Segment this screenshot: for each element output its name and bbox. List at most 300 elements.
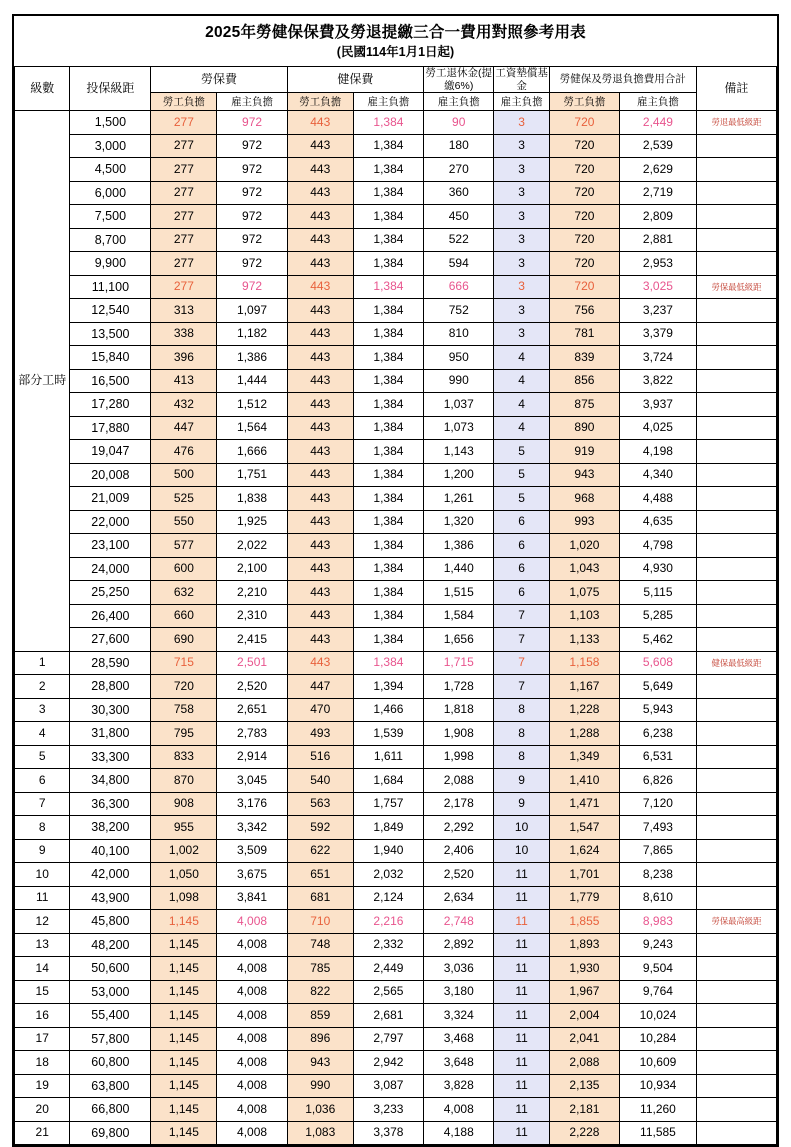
cell-salary-bracket: 66,800 [70,1098,151,1122]
cell-total-employer: 5,943 [620,698,697,722]
cell-salary-bracket: 28,800 [70,675,151,699]
cell-labor-insurance-employer: 2,520 [217,675,287,699]
cell-total-employer: 5,649 [620,675,697,699]
cell-labor-insurance-employee: 1,145 [151,933,217,957]
cell-wage-arrears-fund: 11 [494,1027,549,1051]
cell-labor-insurance-employee: 413 [151,369,217,393]
cell-remark [696,980,776,1004]
cell-remark [696,1074,776,1098]
cell-health-insurance-employer: 2,332 [353,933,423,957]
cell-remark [696,1121,776,1145]
cell-total-employee: 839 [549,346,619,370]
table-title [15,16,777,67]
cell-health-insurance-employee: 516 [287,745,353,769]
cell-total-employer: 10,609 [620,1051,697,1075]
cell-total-employer: 4,635 [620,510,697,534]
cell-labor-pension: 1,440 [424,557,494,581]
cell-level: 5 [15,745,70,769]
cell-health-insurance-employer: 1,384 [353,581,423,605]
cell-labor-insurance-employee: 720 [151,675,217,699]
table-row [15,722,777,746]
cell-health-insurance-employee: 443 [287,134,353,158]
subheader-fund-employer: 雇主負擔 [494,93,549,111]
cell-health-insurance-employee: 1,036 [287,1098,353,1122]
cell-labor-insurance-employer: 1,386 [217,346,287,370]
cell-total-employer: 8,238 [620,863,697,887]
cell-total-employee: 1,624 [549,839,619,863]
cell-labor-insurance-employer: 972 [217,111,287,135]
cell-remark [696,346,776,370]
cell-labor-pension: 3,828 [424,1074,494,1098]
table-row [15,158,777,182]
cell-labor-insurance-employee: 870 [151,769,217,793]
cell-wage-arrears-fund: 11 [494,910,549,934]
cell-labor-insurance-employee: 758 [151,698,217,722]
cell-health-insurance-employee: 859 [287,1004,353,1028]
title-line-1: 2025年勞健保保費及勞退提繳三合一費用對照參考用表 [205,24,586,41]
cell-total-employee: 943 [549,463,619,487]
cell-wage-arrears-fund: 3 [494,299,549,323]
cell-labor-insurance-employee: 955 [151,816,217,840]
cell-health-insurance-employee: 443 [287,463,353,487]
cell-labor-insurance-employee: 1,145 [151,980,217,1004]
cell-labor-insurance-employer: 4,008 [217,1027,287,1051]
cell-health-insurance-employee: 1,083 [287,1121,353,1145]
cell-wage-arrears-fund: 11 [494,1004,549,1028]
cell-labor-insurance-employer: 4,008 [217,933,287,957]
cell-labor-pension: 594 [424,252,494,276]
cell-total-employer: 5,462 [620,628,697,652]
cell-total-employer: 3,025 [620,275,697,299]
cell-salary-bracket: 27,600 [70,628,151,652]
cell-health-insurance-employer: 1,384 [353,416,423,440]
cell-salary-bracket: 12,540 [70,299,151,323]
cell-remark [696,628,776,652]
header-health-insurance: 健保費 [287,67,423,93]
cell-total-employer: 8,610 [620,886,697,910]
cell-wage-arrears-fund: 10 [494,816,549,840]
cell-labor-insurance-employee: 600 [151,557,217,581]
cell-wage-arrears-fund: 7 [494,604,549,628]
cell-total-employer: 7,493 [620,816,697,840]
table-row [15,205,777,229]
cell-wage-arrears-fund: 8 [494,698,549,722]
cell-labor-insurance-employee: 277 [151,228,217,252]
cell-health-insurance-employee: 443 [287,628,353,652]
subheader-total-employee: 勞工負擔 [549,93,619,111]
cell-labor-insurance-employer: 4,008 [217,1051,287,1075]
cell-total-employer: 3,937 [620,393,697,417]
cell-labor-pension: 1,715 [424,651,494,675]
cell-level: 1 [15,651,70,675]
cell-wage-arrears-fund: 3 [494,228,549,252]
cell-total-employee: 2,228 [549,1121,619,1145]
cell-labor-insurance-employee: 660 [151,604,217,628]
cell-wage-arrears-fund: 11 [494,863,549,887]
cell-labor-pension: 810 [424,322,494,346]
cell-remark [696,534,776,558]
cell-labor-pension: 90 [424,111,494,135]
cell-remark [696,393,776,417]
cell-health-insurance-employer: 1,384 [353,463,423,487]
cell-remark [696,557,776,581]
cell-health-insurance-employee: 896 [287,1027,353,1051]
cell-total-employer: 11,260 [620,1098,697,1122]
cell-health-insurance-employer: 1,384 [353,275,423,299]
cell-health-insurance-employer: 1,384 [353,181,423,205]
cell-labor-insurance-employer: 4,008 [217,980,287,1004]
cell-remark [696,745,776,769]
cell-wage-arrears-fund: 4 [494,369,549,393]
cell-salary-bracket: 16,500 [70,369,151,393]
cell-wage-arrears-fund: 8 [494,745,549,769]
cell-total-employee: 968 [549,487,619,511]
cell-level: 13 [15,933,70,957]
table-row [15,487,777,511]
cell-salary-bracket: 36,300 [70,792,151,816]
cell-total-employee: 1,075 [549,581,619,605]
table-row [15,651,777,675]
cell-health-insurance-employer: 2,124 [353,886,423,910]
cell-labor-insurance-employer: 3,342 [217,816,287,840]
cell-labor-insurance-employer: 4,008 [217,1098,287,1122]
cell-total-employee: 993 [549,510,619,534]
cell-labor-insurance-employee: 277 [151,205,217,229]
cell-labor-pension: 2,406 [424,839,494,863]
cell-labor-insurance-employee: 277 [151,181,217,205]
cell-health-insurance-employee: 443 [287,510,353,534]
cell-remark [696,604,776,628]
cell-salary-bracket: 57,800 [70,1027,151,1051]
cell-total-employee: 1,930 [549,957,619,981]
cell-labor-insurance-employee: 277 [151,111,217,135]
cell-labor-insurance-employee: 795 [151,722,217,746]
subheader-hi-employee: 勞工負擔 [287,93,353,111]
cell-total-employee: 720 [549,111,619,135]
cell-total-employee: 1,158 [549,651,619,675]
cell-labor-insurance-employee: 632 [151,581,217,605]
cell-level: 4 [15,722,70,746]
cell-remark [696,322,776,346]
cell-total-employer: 7,120 [620,792,697,816]
cell-health-insurance-employer: 1,384 [353,651,423,675]
cell-labor-insurance-employer: 972 [217,228,287,252]
cell-total-employee: 1,103 [549,604,619,628]
cell-labor-pension: 1,261 [424,487,494,511]
table-row [15,181,777,205]
cell-level: 17 [15,1027,70,1051]
cell-total-employer: 2,953 [620,252,697,276]
table-row [15,957,777,981]
cell-total-employer: 6,531 [620,745,697,769]
cell-health-insurance-employer: 2,681 [353,1004,423,1028]
cell-health-insurance-employee: 651 [287,863,353,887]
header-labor-pension: 勞工退休金(提繳6%) [425,67,492,92]
cell-level: 12 [15,910,70,934]
cell-total-employee: 720 [549,158,619,182]
cell-salary-bracket: 42,000 [70,863,151,887]
cell-health-insurance-employee: 943 [287,1051,353,1075]
cell-salary-bracket: 48,200 [70,933,151,957]
cell-total-employee: 781 [549,322,619,346]
cell-wage-arrears-fund: 6 [494,510,549,534]
header-salary-bracket: 投保級距 [70,67,151,111]
cell-total-employer: 2,809 [620,205,697,229]
cell-salary-bracket: 11,100 [70,275,151,299]
header-wage-fund: 工資墊償基金 [495,67,548,92]
cell-labor-insurance-employer: 1,444 [217,369,287,393]
cell-total-employee: 1,020 [549,534,619,558]
cell-salary-bracket: 21,009 [70,487,151,511]
cell-labor-pension: 2,520 [424,863,494,887]
cell-salary-bracket: 3,000 [70,134,151,158]
cell-labor-insurance-employee: 1,145 [151,1074,217,1098]
cell-health-insurance-employee: 443 [287,557,353,581]
cell-health-insurance-employer: 1,384 [353,534,423,558]
cell-health-insurance-employer: 1,684 [353,769,423,793]
cell-labor-insurance-employer: 4,008 [217,957,287,981]
cell-labor-insurance-employee: 476 [151,440,217,464]
cell-total-employee: 2,041 [549,1027,619,1051]
cell-health-insurance-employer: 3,378 [353,1121,423,1145]
cell-health-insurance-employer: 1,384 [353,487,423,511]
cell-health-insurance-employee: 443 [287,158,353,182]
cell-total-employee: 1,701 [549,863,619,887]
cell-salary-bracket: 45,800 [70,910,151,934]
table-row [15,745,777,769]
cell-total-employer: 4,025 [620,416,697,440]
cell-wage-arrears-fund: 3 [494,134,549,158]
cell-total-employer: 4,198 [620,440,697,464]
cell-wage-arrears-fund: 7 [494,628,549,652]
cell-labor-insurance-employer: 2,783 [217,722,287,746]
cell-labor-insurance-employer: 1,564 [217,416,287,440]
cell-level: 6 [15,769,70,793]
cell-health-insurance-employer: 1,384 [353,299,423,323]
cell-level: 9 [15,839,70,863]
cell-remark [696,769,776,793]
cell-labor-insurance-employee: 908 [151,792,217,816]
cell-total-employer: 2,539 [620,134,697,158]
cell-salary-bracket: 17,280 [70,393,151,417]
cell-health-insurance-employer: 1,384 [353,628,423,652]
cell-health-insurance-employee: 443 [287,393,353,417]
cell-labor-pension: 2,892 [424,933,494,957]
table-row [15,299,777,323]
cell-labor-pension: 3,180 [424,980,494,1004]
table-row [15,346,777,370]
cell-labor-insurance-employer: 2,415 [217,628,287,652]
table-frame [12,14,779,1147]
cell-labor-insurance-employee: 1,145 [151,1004,217,1028]
cell-labor-pension: 1,818 [424,698,494,722]
cell-labor-insurance-employee: 525 [151,487,217,511]
cell-labor-insurance-employee: 1,002 [151,839,217,863]
cell-total-employer: 2,719 [620,181,697,205]
cell-remark [696,1098,776,1122]
cell-total-employee: 919 [549,440,619,464]
remark-note: 勞保最低級距 [711,281,762,292]
cell-labor-insurance-employee: 1,145 [151,1051,217,1075]
cell-labor-insurance-employer: 3,675 [217,863,287,887]
cell-wage-arrears-fund: 3 [494,205,549,229]
cell-labor-insurance-employee: 1,098 [151,886,217,910]
table-row [15,769,777,793]
cell-labor-insurance-employer: 972 [217,181,287,205]
title-line-2: (民國114年1月1日起) [336,44,455,59]
cell-labor-insurance-employer: 972 [217,134,287,158]
cell-total-employee: 720 [549,205,619,229]
cell-level: 20 [15,1098,70,1122]
cell-labor-insurance-employee: 550 [151,510,217,534]
cell-total-employer: 11,585 [620,1121,697,1145]
cell-remark [696,792,776,816]
cell-total-employer: 10,934 [620,1074,697,1098]
cell-wage-arrears-fund: 9 [494,792,549,816]
header-total: 勞健保及勞退負擔費用合計 [549,67,696,93]
cell-total-employee: 1,547 [549,816,619,840]
cell-wage-arrears-fund: 4 [494,346,549,370]
cell-labor-insurance-employee: 277 [151,252,217,276]
cell-labor-insurance-employee: 1,145 [151,1121,217,1145]
cell-health-insurance-employer: 1,384 [353,228,423,252]
table-row [15,933,777,957]
cell-health-insurance-employee: 748 [287,933,353,957]
cell-health-insurance-employee: 681 [287,886,353,910]
cell-labor-pension: 1,515 [424,581,494,605]
cell-health-insurance-employee: 443 [287,299,353,323]
remark-note: 勞保最高級距 [711,916,762,927]
cell-wage-arrears-fund: 10 [494,839,549,863]
cell-labor-insurance-employer: 1,097 [217,299,287,323]
cell-health-insurance-employer: 1,539 [353,722,423,746]
cell-total-employer: 9,764 [620,980,697,1004]
cell-health-insurance-employee: 785 [287,957,353,981]
cell-wage-arrears-fund: 6 [494,581,549,605]
cell-salary-bracket: 6,000 [70,181,151,205]
cell-labor-insurance-employee: 338 [151,322,217,346]
cell-total-employee: 2,181 [549,1098,619,1122]
cell-health-insurance-employer: 2,565 [353,980,423,1004]
cell-labor-pension: 752 [424,299,494,323]
cell-labor-insurance-employer: 1,925 [217,510,287,534]
table-row [15,816,777,840]
cell-labor-insurance-employee: 1,145 [151,1027,217,1051]
cell-health-insurance-employer: 2,216 [353,910,423,934]
cell-labor-insurance-employee: 277 [151,275,217,299]
cell-remark [696,181,776,205]
cell-labor-pension: 1,200 [424,463,494,487]
cell-labor-insurance-employee: 1,050 [151,863,217,887]
cell-remark [696,1027,776,1051]
cell-total-employer: 5,285 [620,604,697,628]
cell-labor-insurance-employer: 2,501 [217,651,287,675]
cell-labor-insurance-employee: 1,145 [151,910,217,934]
cell-labor-pension: 1,037 [424,393,494,417]
cell-health-insurance-employer: 1,384 [353,205,423,229]
cell-level: 2 [15,675,70,699]
cell-total-employer: 2,449 [620,111,697,135]
cell-total-employee: 1,779 [549,886,619,910]
cell-labor-pension: 950 [424,346,494,370]
table-row [15,111,777,135]
cell-health-insurance-employer: 1,384 [353,111,423,135]
cell-labor-pension: 1,584 [424,604,494,628]
table-row [15,134,777,158]
cell-total-employer: 7,865 [620,839,697,863]
cell-labor-pension: 4,188 [424,1121,494,1145]
cell-level: 16 [15,1004,70,1028]
cell-health-insurance-employee: 470 [287,698,353,722]
cell-remark [696,698,776,722]
cell-total-employee: 1,855 [549,910,619,934]
header-remark: 備註 [696,67,776,111]
cell-remark [696,111,776,135]
cell-health-insurance-employee: 443 [287,487,353,511]
table-row [15,534,777,558]
cell-remark [696,440,776,464]
cell-wage-arrears-fund: 3 [494,181,549,205]
cell-labor-pension: 360 [424,181,494,205]
row-group-part-time: 部分工時 [15,111,70,652]
cell-wage-arrears-fund: 8 [494,722,549,746]
subheader-hi-employer: 雇主負擔 [353,93,423,111]
remark-note: 勞退最低級距 [711,117,762,128]
table-row [15,675,777,699]
table-row [15,886,777,910]
cell-wage-arrears-fund: 11 [494,1051,549,1075]
cell-total-employer: 5,115 [620,581,697,605]
cell-salary-bracket: 43,900 [70,886,151,910]
cell-level: 3 [15,698,70,722]
cell-health-insurance-employee: 443 [287,369,353,393]
cell-total-employee: 720 [549,134,619,158]
cell-health-insurance-employer: 1,940 [353,839,423,863]
cell-labor-pension: 2,178 [424,792,494,816]
cell-labor-pension: 1,998 [424,745,494,769]
cell-health-insurance-employee: 447 [287,675,353,699]
cell-remark [696,510,776,534]
cell-labor-insurance-employer: 972 [217,205,287,229]
cell-remark [696,487,776,511]
cell-health-insurance-employee: 443 [287,581,353,605]
cell-labor-insurance-employee: 577 [151,534,217,558]
cell-labor-insurance-employer: 2,100 [217,557,287,581]
cell-labor-pension: 1,143 [424,440,494,464]
cell-wage-arrears-fund: 11 [494,886,549,910]
cell-health-insurance-employee: 563 [287,792,353,816]
cell-wage-arrears-fund: 11 [494,1074,549,1098]
cell-labor-pension: 3,036 [424,957,494,981]
cell-health-insurance-employee: 443 [287,205,353,229]
cell-health-insurance-employer: 1,384 [353,557,423,581]
cell-labor-insurance-employee: 715 [151,651,217,675]
cell-total-employee: 1,043 [549,557,619,581]
cell-total-employer: 3,724 [620,346,697,370]
cell-labor-insurance-employer: 972 [217,158,287,182]
table-row [15,228,777,252]
cell-level: 8 [15,816,70,840]
cell-wage-arrears-fund: 7 [494,675,549,699]
cell-labor-insurance-employer: 972 [217,252,287,276]
cell-level: 18 [15,1051,70,1075]
cell-remark [696,839,776,863]
cell-labor-insurance-employee: 447 [151,416,217,440]
cell-health-insurance-employer: 1,384 [353,369,423,393]
cell-health-insurance-employee: 443 [287,228,353,252]
cell-wage-arrears-fund: 6 [494,557,549,581]
table-row [15,1004,777,1028]
